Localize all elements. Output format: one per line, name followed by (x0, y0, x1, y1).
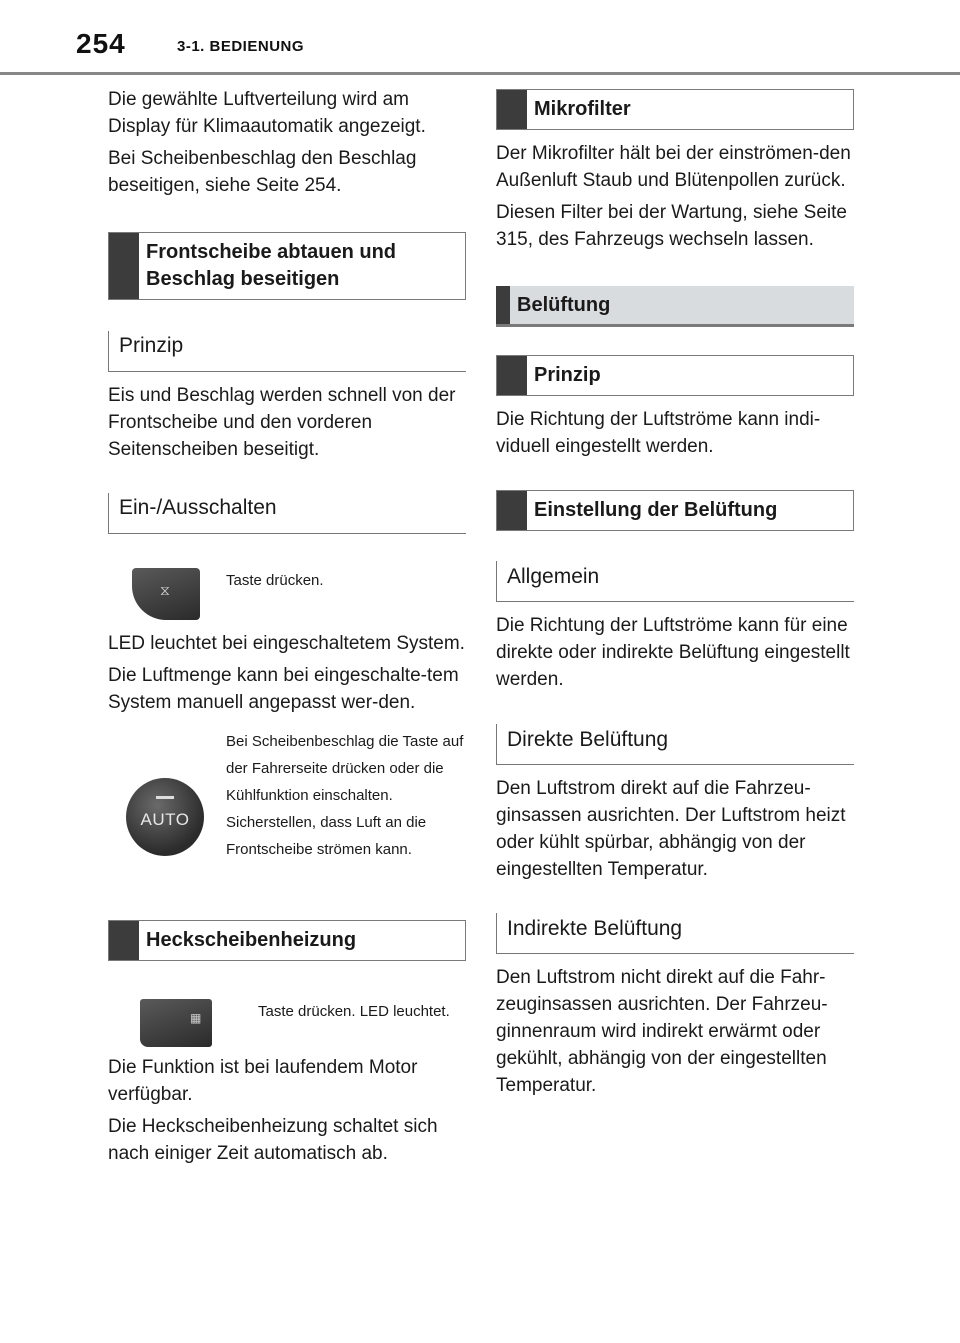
auto-label: AUTO (140, 810, 190, 829)
section-heading-text: Heckscheibenheizung (146, 929, 357, 951)
auto-icon (126, 778, 204, 856)
defrost-icon: ⧖ (132, 568, 200, 620)
auto-instruction (108, 728, 466, 890)
subheading-ein-ausschalten: Ein-/Ausschalten (108, 493, 466, 534)
rear-window-heat-icon: ▦ (140, 999, 212, 1047)
section-heading-text: Einstellung der Belüftung (534, 499, 778, 521)
general-paragraph: Die Richtung der Luftströme kann für eine direkte oder indirekte Belüftung eingestellt werden. (496, 615, 850, 690)
subsection-heading-einstellung (496, 490, 854, 531)
section-heading-text: Frontscheibe abtauen und Beschlag beseitigen (146, 241, 397, 290)
rear-caption: Taste drücken. LED leuchtet. (258, 1003, 450, 1020)
subheading-prinzip: Prinzip (108, 331, 466, 372)
section-heading-belueftung (496, 286, 854, 327)
chapter-title: 3-1. BEDIENUNG (177, 38, 305, 55)
defrost-caption: Taste drücken. (226, 572, 324, 589)
direct-paragraph: Den Luftstrom direkt auf die Fahrzeu-ginsassen ausrichten. Der Luftstrom heizt oder kühlt spürbar, abhängig von der eingestellten Temperatur. (496, 778, 846, 880)
section-heading-mikrofilter (496, 89, 854, 130)
section-heading-text: Belüftung (517, 293, 611, 316)
subsection-heading-prinzip (496, 355, 854, 396)
rear-paragraph-2: Die Heckscheibenheizung schaltet sich nach einiger Zeit automatisch ab. (108, 1116, 438, 1164)
intro-paragraph-2: Bei Scheibenbeschlag den Beschlag beseitigen, siehe Seite 254. (108, 148, 417, 196)
section-heading-text: Prinzip (534, 364, 601, 386)
filter-paragraph-2: Diesen Filter bei der Wartung, siehe Seite 315, des Fahrzeugs wechseln lassen. (496, 202, 847, 250)
defrost-instruction (108, 568, 466, 622)
rear-instruction (108, 999, 466, 1049)
header-rule (0, 72, 960, 75)
section-heading-defrost (108, 232, 466, 300)
filter-paragraph-1: Der Mikrofilter hält bei der einströmen-den Außenluft Staub und Blütenpollen zurück. (496, 143, 851, 191)
air-paragraph: Die Luftmenge kann bei eingeschalte-tem System manuell angepasst wer-den. (108, 665, 459, 713)
rear-paragraph-1: Die Funktion ist bei laufendem Motor verfügbar. (108, 1057, 418, 1105)
section-heading-rear-heating (108, 920, 466, 961)
prinzip-paragraph: Eis und Beschlag werden schnell von der Frontscheibe und den vorderen Seitenscheiben beseitigt. (108, 385, 456, 460)
section-heading-text: Mikrofilter (534, 98, 631, 120)
vent-prinzip-paragraph: Die Richtung der Luftströme kann indi-viduell eingestellt werden. (496, 409, 821, 457)
intro-paragraph-1: Die gewählte Luftverteilung wird am Display für Klimaautomatik angezeigt. (108, 89, 426, 137)
left-column (108, 86, 466, 1172)
page-number: 254 (76, 28, 126, 59)
indirect-paragraph: Den Luftstrom nicht direkt auf die Fahr-zeuginsassen ausrichten. Der Fahrzeu-ginnenraum wird indirekt erwärmt oder gekühlt, abhängig von der eingestellten Temperatur. (496, 967, 828, 1096)
right-column (496, 89, 854, 1104)
subheading-allgemein: Allgemein (496, 561, 854, 602)
subheading-indirekte-belueftung: Indirekte Belüftung (496, 913, 854, 954)
auto-caption: Bei Scheibenbeschlag die Taste auf der Fahrerseite drücken oder die Kühlfunktion einschalten. Sicherstellen, dass Luft an die Frontscheibe strömen kann. (226, 733, 464, 858)
subheading-direkte-belueftung: Direkte Belüftung (496, 724, 854, 765)
led-paragraph: LED leuchtet bei eingeschaltetem System. (108, 633, 465, 654)
